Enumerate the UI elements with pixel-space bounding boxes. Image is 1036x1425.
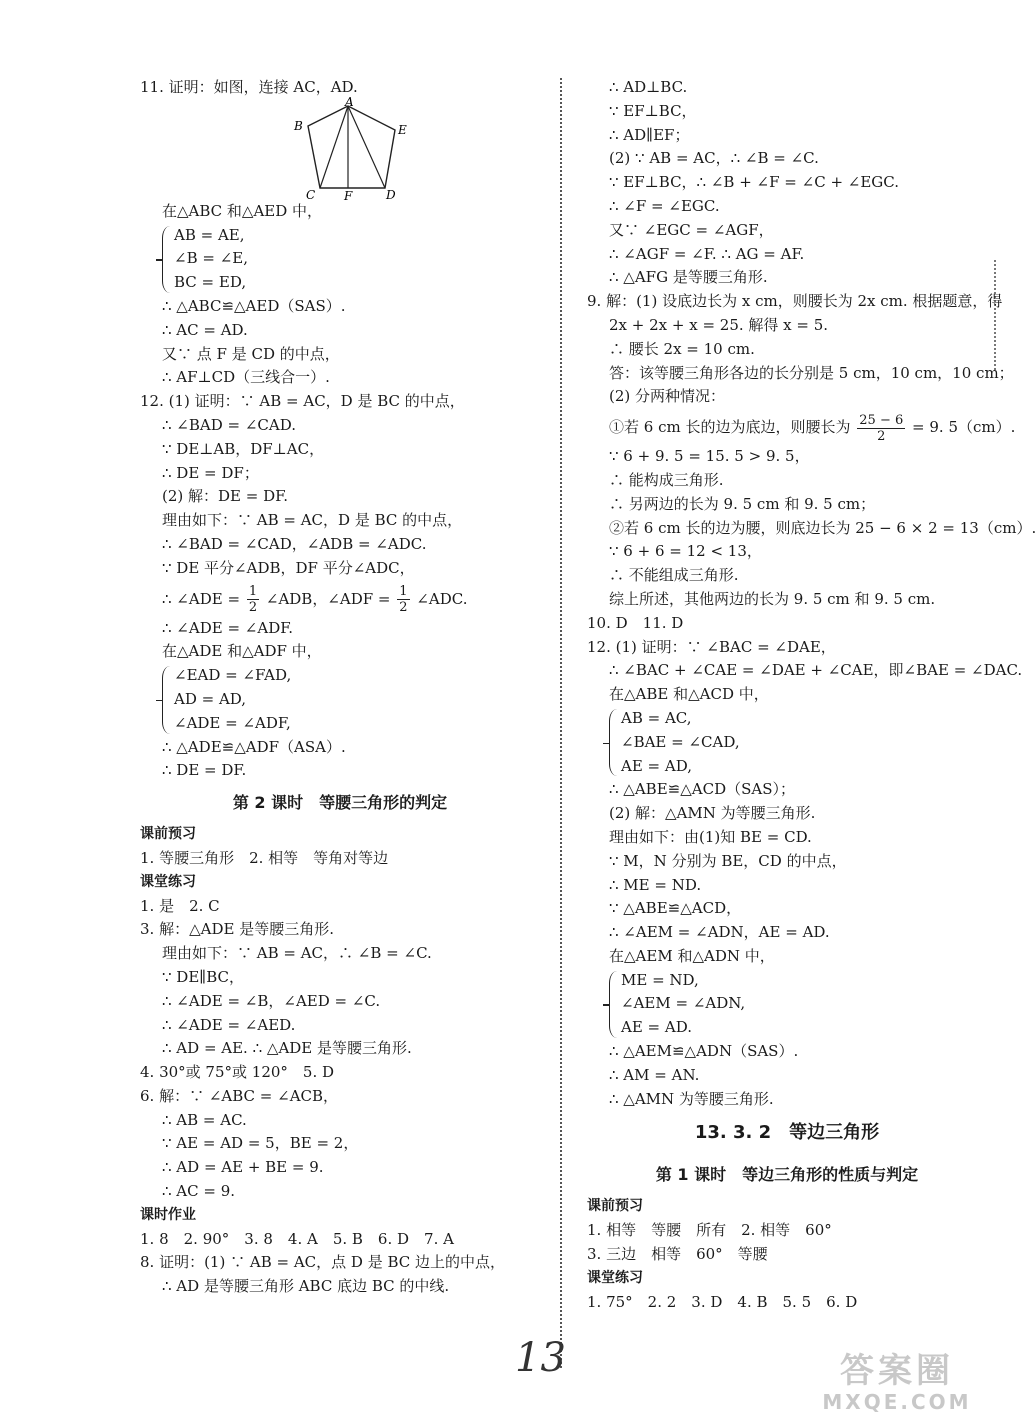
brace-condition-group [609, 969, 987, 1040]
section-preview: 课前预习 [140, 826, 196, 843]
text-line: ∴ 另两边的长为 9. 5 cm 和 9. 5 cm； [609, 494, 876, 513]
text-line: ∴ ∠F = ∠EGC. [609, 196, 720, 215]
brace-line: AD = AD, [174, 689, 247, 708]
text-line: 12. (1) 证明：∵ ∠BAC = ∠DAE， [587, 637, 836, 656]
text-line: ∵ EF⊥BC， [609, 101, 697, 120]
text-line: 1. 8 2. 90° 3. 8 4. A 5. B 6. D 7. A [140, 1229, 454, 1248]
text-line: ∴ DE = DF； [162, 463, 259, 482]
text-line: 10. D 11. D [587, 613, 684, 632]
text-line: ∴ ∠ADE = ∠AED. [162, 1015, 296, 1034]
text-line: ∵ DE∥BC， [162, 967, 244, 986]
text-line: (2) 解：DE = DF. [162, 487, 288, 506]
section-classwork: 课堂练习 [587, 1269, 643, 1286]
brace-condition-group [162, 224, 540, 295]
text-line: 3. 三边 相等 60° 等腰 [587, 1245, 768, 1264]
fraction: $\frac{1}{2}$ [248, 584, 258, 616]
pentagon-figure [290, 94, 540, 203]
text-line: ∵ 6 + 6 = 12 < 13， [609, 542, 762, 561]
text-line: ∴ ∠BAD = ∠CAD. [162, 415, 297, 434]
brace-line: ∠AEM = ∠ADN, [621, 994, 746, 1013]
page-number: 13 [515, 1335, 566, 1381]
brace-condition-group [609, 707, 987, 778]
text-line: ∴ AD⊥BC. [609, 78, 688, 96]
label-B: B [294, 118, 303, 133]
text-line: ∴ ∠BAC + ∠CAE = ∠DAE + ∠CAE，即∠BAE = ∠DAC. [609, 661, 1023, 680]
fraction: $\frac{25 - 6}{2}$ [859, 412, 904, 444]
brace-line: AB = AE, [174, 225, 245, 244]
text-line: ∴ ∠BAD = ∠CAD，∠ADB = ∠ADC. [162, 534, 427, 553]
text-line: ∴ AD∥EF； [609, 125, 690, 144]
text-line: ∴ AC = AD. [162, 320, 248, 339]
text-line: 在△ADE 和△ADF 中， [162, 642, 322, 661]
text-line: ∵ DE⊥AB，DF⊥AC， [162, 439, 325, 458]
text-line: 理由如下：由(1)知 BE = CD. [609, 827, 812, 846]
text-line: ∵ △ABE≌△ACD， [609, 899, 742, 918]
label-E: E [398, 122, 407, 137]
text-line: 在△ABE 和△ACD 中， [609, 685, 769, 704]
text-line: ∵ M，N 分别为 BE，CD 的中点， [609, 851, 847, 870]
text-line: 4. 30°或 75°或 120° 5. D [140, 1063, 335, 1082]
text-line: ∴ AD 是等腰三角形 ABC 底边 BC 的中线. [162, 1277, 450, 1296]
fraction-line: ∴ ∠ADE = $\frac{1}{2}$ ∠ADB，∠ADF = $\frac{1}{2}$ ∠ADC. [162, 584, 468, 616]
text-line: ∴ 腰长 2x = 10 cm. [609, 339, 755, 358]
text-line: 3. 解：△ADE 是等腰三角形. [140, 920, 334, 939]
text-line: ∴ AF⊥CD（三线合一）. [162, 368, 330, 387]
text-line: ∴ ∠AEM = ∠ADN，AE = AD. [609, 923, 830, 942]
text-line: 12. (1) 证明：∵ AB = AC，D 是 BC 的中点， [140, 392, 465, 411]
pentagon-diagram [290, 94, 410, 203]
text-line: ②若 6 cm 长的边为腰，则底边长为 25 − 6 × 2 = 13（cm）. [609, 518, 1036, 537]
brace-line: AE = AD. [621, 1018, 692, 1037]
label-F: F [344, 188, 353, 203]
edge-marker [994, 260, 996, 370]
text-line: ∴ 能构成三角形. [609, 470, 724, 489]
text-line: ∴ AB = AC. [162, 1110, 247, 1129]
brace-line: ∠EAD = ∠FAD, [174, 666, 292, 685]
text-line: 答：该等腰三角形各边的长分别是 5 cm，10 cm，10 cm； [609, 363, 1014, 382]
text-line: 11. 证明：如图，连接 AC，AD. [140, 78, 358, 96]
text-line: (2) ∵ AB = AC，∴ ∠B = ∠C. [609, 149, 819, 168]
label-D: D [386, 187, 396, 202]
text-line: (2) 分两种情况： [609, 387, 726, 406]
brace-line: AE = AD, [621, 756, 692, 775]
text-line: ∴ ∠AGF = ∠F. ∴ AG = AF. [609, 244, 805, 263]
brace-line: BC = ED, [174, 273, 247, 292]
section-preview: 课前预习 [587, 1198, 643, 1215]
text-line: ∵ AE = AD = 5，BE = 2， [162, 1134, 359, 1153]
left-column [140, 76, 540, 1299]
text-line: ∴ △ABE≌△ACD（SAS）； [609, 780, 795, 799]
text-line: ∴ ME = ND. [609, 875, 702, 894]
text-line: 在△AEM 和△ADN 中， [609, 946, 775, 965]
brace-line: ∠B = ∠E, [174, 249, 248, 268]
lesson-heading: 第 2 课时 等腰三角形的判定 [232, 793, 448, 813]
text-line: 理由如下：∵ AB = AC，∴ ∠B = ∠C. [162, 944, 432, 963]
text-line: (2) 解：△AMN 为等腰三角形. [609, 804, 816, 823]
brace-condition-group [162, 664, 540, 735]
text-line: ∴ AM = AN. [609, 1065, 700, 1084]
brace-line: ∠ADE = ∠ADF, [174, 713, 291, 732]
text-line: ∴ △AMN 为等腰三角形. [609, 1089, 774, 1108]
text-line: ∴ 不能组成三角形. [609, 566, 739, 585]
right-column [587, 76, 1036, 1314]
text-line: ∵ DE 平分∠ADB，DF 平分∠ADC， [162, 558, 415, 577]
text-line: 1. 等腰三角形 2. 相等 等角对等边 [140, 848, 389, 867]
text-line: ∴ △ABC≌△AED（SAS）. [162, 296, 346, 315]
text-line: 9. 解：(1) 设底边长为 x cm，则腰长为 2x cm. 根据题意，得 [587, 292, 1003, 311]
text-line: ∴ AD = AE. ∴ △ADE 是等腰三角形. [162, 1039, 412, 1058]
section-classwork: 课堂练习 [140, 873, 196, 890]
text-line: ∵ 6 + 9. 5 = 15. 5 > 9. 5， [609, 447, 810, 466]
text-line: 1. 相等 等腰 所有 2. 相等 60° [587, 1221, 832, 1240]
text-line: ∴ △AEM≌△ADN（SAS）. [609, 1042, 799, 1061]
column-divider [560, 78, 562, 1368]
text-line: 综上所述，其他两边的长为 9. 5 cm 和 9. 5 cm. [609, 589, 936, 608]
label-A: A [345, 94, 354, 109]
text-line: ∴ △AFG 是等腰三角形. [609, 268, 768, 287]
text-line: 1. 75° 2. 2 3. D 4. B 5. 5 6. D [587, 1292, 858, 1311]
text-line: 又∵ 点 F 是 CD 的中点， [162, 344, 340, 363]
brace-line: ∠BAE = ∠CAD, [621, 732, 740, 751]
text-line: ∴ DE = DF. [162, 761, 247, 780]
text-line: ∴ △ADE≌△ADF（ASA）. [162, 737, 346, 756]
text-line: 2x + 2x + x = 25. 解得 x = 5. [609, 315, 829, 334]
lesson-heading: 第 1 课时 等边三角形的性质与判定 [655, 1165, 919, 1185]
text-line: 又∵ ∠EGC = ∠AGF， [609, 220, 774, 239]
section-homework: 课时作业 [140, 1206, 196, 1223]
label-C: C [306, 187, 316, 202]
fraction: $\frac{1}{2}$ [399, 584, 408, 616]
text-line: ∴ ∠ADE = ∠B，∠AED = ∠C. [162, 991, 381, 1010]
brace-line: AB = AC, [621, 708, 692, 727]
section-heading: 13. 3. 2 等边三角形 [694, 1122, 880, 1144]
text-line: 理由如下：∵ AB = AC，D 是 BC 的中点， [162, 511, 463, 530]
text-line: 在△ABC 和△AED 中， [162, 201, 323, 220]
text-line: ∴ AD = AE + BE = 9. [162, 1158, 324, 1177]
watermark-logo: 答案圈 MXQE.COM [822, 1351, 972, 1414]
text-line: ∴ ∠ADE = ∠ADF. [162, 618, 294, 637]
text-line: 8. 证明：(1) ∵ AB = AC，点 D 是 BC 边上的中点， [140, 1253, 506, 1272]
text-line: 1. 是 2. C [140, 896, 220, 915]
brace-line: ME = ND, [621, 970, 699, 989]
text-line: 6. 解：∵ ∠ABC = ∠ACB， [140, 1086, 339, 1105]
text-line: ∴ AC = 9. [162, 1182, 236, 1201]
fraction-line: ①若 6 cm 长的边为底边，则腰长为 $\frac{25 - 6}{2}$ = 9. 5（cm）. [609, 412, 1016, 444]
text-line: ∵ EF⊥BC，∴ ∠B + ∠F = ∠C + ∠EGC. [609, 173, 900, 192]
